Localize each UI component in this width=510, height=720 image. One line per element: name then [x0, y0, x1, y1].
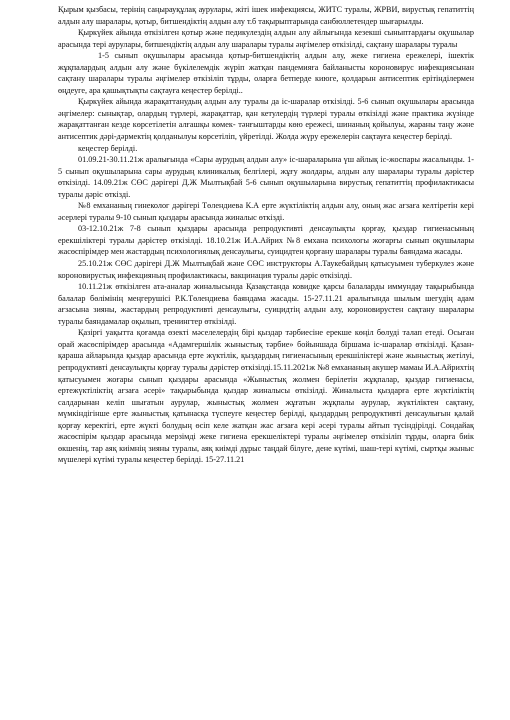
- paragraph: №8 емхананың гинеколог дәрігері Төлендиева К.А ерте жүктіліктің алдын алу, оның жас ағзаға келтіретін кері әсерлері туралы 9-10 сынып қыздары арасында жиналыс өткізді.: [58, 201, 474, 222]
- paragraph: 1-5 сынып оқушылары арасында қотыр-битшендіктің алдын алу, жеке гигиена ережелері, ішектік жұқпалардың алдын алу және бүкілелемдік жүріп жатқан пандемияға байланысты короновирус инфекциясынан сақтану шаралары туралы әңгімелер өткізіліп тұрды, оларға бетперде киюге, қолдарын антисептик ерітінділермен өңдеуге, ара қашықтықты сақтауға кеңестер берілді..: [58, 51, 474, 95]
- paragraph: Қазіргі уақытта қоғамда өзекті мәселелердің бірі қыздар тәрбиесіне ерекше көңіл бөлуді талап етеді. Осыған орай жасөспірімдер арасында «Адамгершілік жыныстық тәрбие» бойыншада біршама іс-шаралар өткізілді. Қазан-қараша айларында қыздар арасында ерте жүктілік, қыздардың гигиенасының ерекшіліктері және жыныстық жетілуі, репродуктивті денсаулықты қорғау туралы дәрістер өткізілді.15.11.2021ж №8 емхананың акушер мамаы И.А.Айрихтің қатысуымен жоғары сынып қыздары арасында «Жыныстық жолмен берілетін жұқпалар, қыздар гигиенасы, ертежүктіліктің ағзаға әсері» тақырыбында қыздар жиналысы өткізілді. Жиналыста қыздарға ерте жүктіліктің салдарынан келіп шығатын аурулар, жыныстық жолмен жұғатын жұқпалы аурулар, жүктіліктен сақтану, мүмкіндігінше ерте жыныстық қатынасқа түспеуге кеңестер берілді, қыздардың репродуктивті денсаулығын қалай қорғау керектігі, ерте жүкті болудың өсіп келе жатқан жас ағзаға кері әсері туралы айтып түсіндірілді. Сондайақ жасөспірім қыздар арасында мерзімді жеке гигиена ерекшеліктері туралы әңгімелер өткізіліп тұрды, оларға биік өкшенің, тар аяқ киімнің зияны туралы, аяқ киімді дұрыс таңдай білуге, дене күтімі, шаш-тері күтімі, сыртқы жыныс мүшелері күтімі туралы кеңестер берілді. 15-27.11.21: [58, 328, 474, 465]
- paragraph: 10.11.21ж өткізілген ата-аналар жиналысында Қазақстанда ковидке қарсы балаларды иммундау тақырыбында балалар бөлімінің меңгерушісі Р.К.Төлендиева баяндама жасады. 15-27.11.21 аралығында шылым шегудің адам ағзасына зияны, жастардың репродуктивті денсаулығы, суицидтің алдын алу, короновирустен сақтану шаралары туралы баяндамалар оқылып, тренингтер өткізілді.: [58, 282, 474, 326]
- paragraph: 01.09.21-30.11.21ж аралығында «Сары аурудың алдын алу» іс-шараларына үш айлық іс-жоспары жасалынды. 1-5 сынып оқушыларына сары аурудың клиникалық белгілері, жұғу жолдары, алдын алу шаралары туралы дәрістер өткізілді. 14.09.21ж СӨС дәрігері Д.Ж Мылтықбай 5-6 сынып оқушыларына вирустық гепатиттің профилактикасы туралы дәріс өткізді.: [58, 155, 474, 199]
- paragraph: кеңестер берілді.: [78, 143, 138, 153]
- paragraph: 03-12.10.21ж 7-8 сынып қыздары арасында репродуктивті денсаулықты қорғау, қыздар гигиенасының ерекшіліктері туралы дәрістер өткізілді. 18.10.21ж И.А.Айрих №8 емхана психологы жоғарғы сынып оқушылары жасөспірімдер мен жастардың психологиялық денсаулығы, суицидтен қорғану шаралары туралы баяндама жасады.: [58, 224, 474, 257]
- paragraph: Қыркүйек айында жарақаттанудың алдын алу туралы да іс-шаралар өткізілді. 5-6 сынып оқушылары арасында әңгімелер: сынықтар, олардың түрлері, жарақаттар, қан кетулердің түрлері туралы өткізілді және практика жүзінде жарақаттанған кезде көрсетілетін алғашқы көмек- тәнғыштарды көю ережесі, шинаның қойылуы, жараны таңу және антисептик дәрі-дәрмектің қолданылуы көрсетіліп, үйретілді. Жолда жүру ережелерін сақтауға кеңестер берілді.: [58, 97, 474, 142]
- paragraph: 25.10.21ж СӨС дәрігері Д.Ж Мылтықбай және СӨС инструкторы А.Таукебайдың қатысуымен туберкулез және короновирустық инфекцияның профилактикасы, вакцинация туралы дәріс өткізілді.: [58, 259, 474, 280]
- paragraph: Қыркүйек айында өткізілген қотыр және педикулездің алдын алу айлығында кезекші сыныптардағы оқушылар арасында тері аурулары, битшендіктің алдын алу шаралары туралы әңгімелер өткізілді, сақтану шаралары туралы: [58, 28, 474, 49]
- paragraph: Қырым қызбасы, терінің саңырауқұлақ аурулары, жіті ішек инфекциясы, ЖИТС туралы, ЖРВИ, вирустық гепатиттің алдын алу шаралары, қотыр, битшендіктің алдын алу т.б тақырыптарында санбюллетендер шығарылды.: [58, 5, 474, 26]
